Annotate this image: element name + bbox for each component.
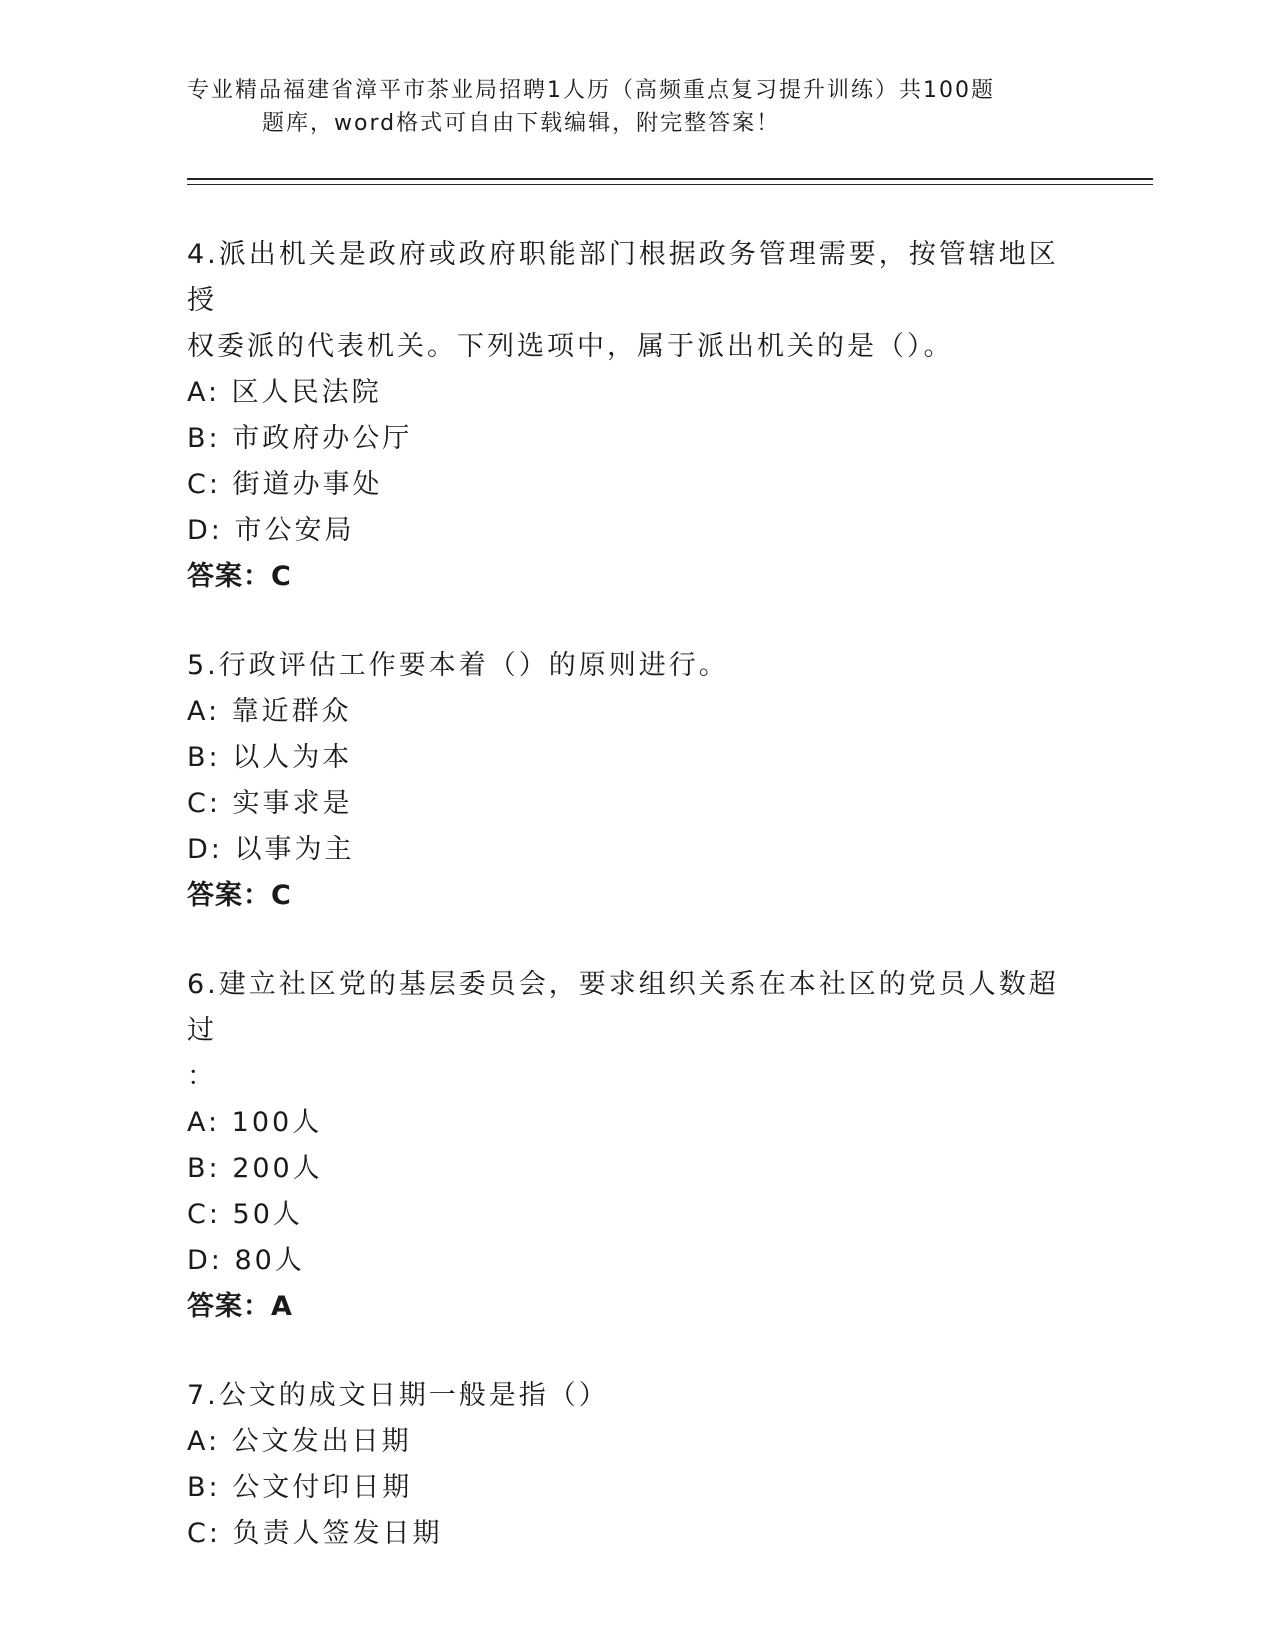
option-a: A: 公文发出日期 <box>187 1426 412 1457</box>
question-stem: 5.行政评估工作要本着（）的原则进行。 <box>187 650 729 681</box>
answer-line: 答案：C <box>187 880 292 911</box>
question-6 <box>187 962 1087 1330</box>
option-d: D: 市公安局 <box>187 515 355 546</box>
question-stem-continued: 权委派的代表机关。下列选项中，属于派出机关的是（）。 <box>187 331 954 362</box>
question-stem: 6.建立社区党的基层委员会，要求组织关系在本社区的党员人数超过 <box>187 969 1059 1046</box>
answer-line: 答案：C <box>187 561 292 592</box>
option-c: C: 50人 <box>187 1199 303 1230</box>
option-d: D: 以事为主 <box>187 834 355 865</box>
question-stem-continued: ： <box>187 1061 217 1092</box>
question-stem: 7.公文的成文日期一般是指（） <box>187 1380 609 1411</box>
header-divider-thin <box>187 184 1153 185</box>
option-b: B: 公文付印日期 <box>187 1472 413 1503</box>
option-b: B: 200人 <box>187 1153 323 1184</box>
option-a: A: 100人 <box>187 1107 323 1138</box>
option-b: B: 以人为本 <box>187 742 353 773</box>
option-c: C: 负责人签发日期 <box>187 1518 443 1549</box>
header-title-line1: 专业精品福建省漳平市茶业局招聘1人历（高频重点复习提升训练）共100题 <box>187 78 995 103</box>
option-b: B: 市政府办公厅 <box>187 423 413 454</box>
question-stem: 4.派出机关是政府或政府职能部门根据政务管理需要，按管辖地区授 <box>187 239 1059 316</box>
question-5 <box>187 643 1087 919</box>
question-list <box>187 232 1087 1600</box>
question-7 <box>187 1373 1087 1557</box>
option-c: C: 街道办事处 <box>187 469 383 500</box>
header-title-line2: 题库，word格式可自由下载编辑，附完整答案！ <box>262 111 781 136</box>
option-c: C: 实事求是 <box>187 788 353 819</box>
option-a: A: 靠近群众 <box>187 696 352 727</box>
option-a: A: 区人民法院 <box>187 377 382 408</box>
question-4 <box>187 232 1087 600</box>
answer-line: 答案：A <box>187 1291 293 1322</box>
header-divider-thick <box>187 178 1153 180</box>
document-header <box>187 74 1067 140</box>
option-d: D: 80人 <box>187 1245 305 1276</box>
